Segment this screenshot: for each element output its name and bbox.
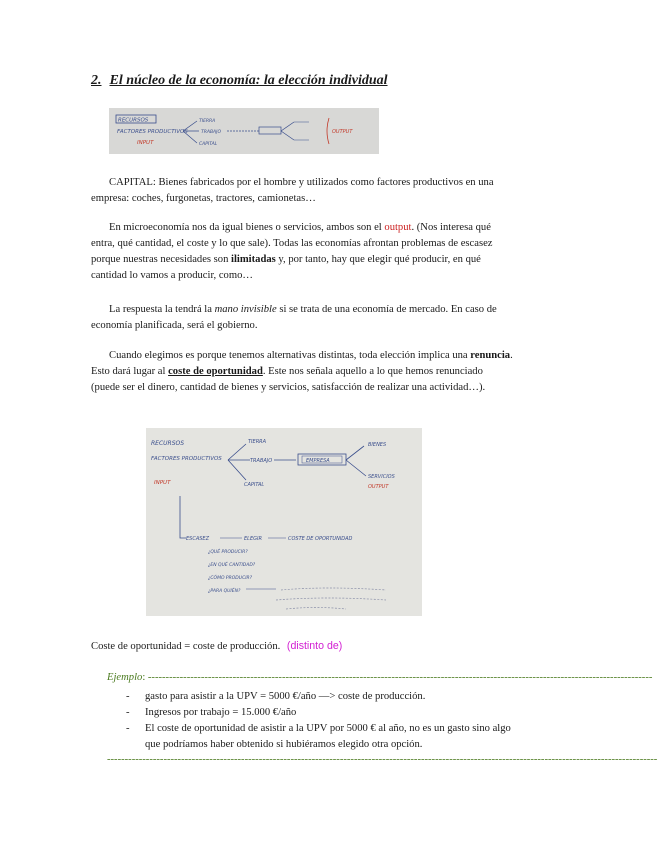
- mano-text-2: si se trata de una economía de mercado. En caso de economía planificada, será el gobierno.: [91, 304, 497, 331]
- micro-text-3: y, por tanto, hay que elegir qué producir, en qué cantidad lo vamos a producir, como…: [91, 254, 481, 281]
- diagram-large-coste-op: COSTE DE OPORTUNIDAD: [288, 536, 353, 542]
- renuncia-word: renuncia: [470, 350, 511, 361]
- mano-invisible-paragraph: [91, 302, 513, 334]
- micro-text-1: En microeconomía nos da igual bienes o servicios, ambos son el: [109, 222, 385, 233]
- ilimitadas-word: ilimitadas: [231, 254, 276, 265]
- diagram-large-q2: ¿EN QUÉ CANTIDAD?: [208, 563, 256, 568]
- diagram-large-input: INPUT: [154, 480, 171, 486]
- eleccion-paragraph: [91, 348, 513, 396]
- ejemplo-item-text: Ingresos por trabajo = 15.000 €/año: [145, 707, 297, 718]
- diagram-large-drawing: [146, 428, 422, 616]
- ejemplo-item-3: [107, 721, 527, 753]
- coste-produccion-line: [91, 638, 513, 655]
- section-title: El núcleo de la economía: la elección individual: [109, 73, 388, 88]
- ejemplo-colon: :: [142, 672, 148, 683]
- diagram-large-q4: ¿PARA QUIÉN?: [208, 589, 241, 594]
- diagram-large-recursos: RECURSOS: [151, 440, 185, 447]
- microeconomia-paragraph: [91, 220, 513, 284]
- diagram-small-trabajo: TRABAJO: [201, 130, 221, 135]
- diagram-large-trabajo: TRABAJO: [250, 458, 273, 464]
- distinto-de-note: (distinto de): [286, 640, 343, 652]
- diagram-large-tierra: TIERRA: [248, 439, 267, 445]
- ejemplo-item-2: [107, 705, 527, 721]
- diagram-large-q3: ¿CÓMO PRODUCIR?: [208, 576, 253, 581]
- ejemplo-item-text: El coste de oportunidad de asistir a la UPV por 5000 € al año, no es un gasto sino algo que podríamos haber obtenido si hubiéramos elegido otra opción.: [145, 723, 511, 750]
- ejemplo-heading: [107, 672, 653, 686]
- eleccion-text-2: . Esto dará lugar al: [91, 350, 513, 377]
- diagram-small-output: OUTPUT: [332, 129, 353, 135]
- diagram-large-escasez: ESCASEZ: [186, 536, 210, 542]
- bullet-dash: -: [126, 707, 130, 718]
- mano-text-1: La respuesta la tendrá la: [109, 304, 215, 315]
- diagram-large-q1: ¿QUÉ PRODUCIR?: [208, 550, 248, 555]
- micro-text-2: . (Nos interesa qué entra, qué cantidad, el coste y lo que sale). Todas las economías afrontan problemas de escasez porque nuestras necesidades son: [91, 222, 493, 265]
- capital-definition: [91, 175, 513, 207]
- diagram-large-output: OUTPUT: [368, 484, 389, 490]
- eleccion-text-1: Cuando elegimos es porque tenemos alternativas distintas, toda elección implica una: [109, 350, 471, 361]
- diagram-large-empresa: EMPRESA: [306, 458, 330, 464]
- ejemplo-item-text: gasto para asistir a la UPV = 5000 €/año —> coste de producción.: [145, 691, 426, 702]
- ejemplo-item-1: [107, 689, 527, 705]
- diagram-small-drawing: [109, 108, 379, 154]
- diagram-large-bienes: BIENES: [368, 442, 387, 448]
- coste-oportunidad-word: coste de oportunidad: [168, 366, 263, 377]
- mano-invisible-word: mano invisible: [214, 304, 277, 315]
- diagram-small-recursos: RECURSOS: [118, 117, 149, 124]
- ejemplo-dashes: -----------------------------------------------------------------------------------------------------------------------------------------------: [147, 672, 653, 683]
- bullet-dash: -: [126, 723, 130, 734]
- diagram-small-factores: FACTORES PRODUCTIVOS: [117, 129, 188, 135]
- diagram-small-capital: CAPITAL: [199, 142, 218, 147]
- ejemplo-label: Ejemplo: [107, 672, 143, 683]
- diagram-large-elegir: ELEGIR: [244, 536, 262, 542]
- section-heading: [91, 73, 388, 89]
- diagram-large-factores: FACTORES PRODUCTIVOS: [151, 456, 222, 462]
- diagram-small-tierra: TIERRA: [199, 119, 216, 124]
- coste-produccion-text: Coste de oportunidad = coste de producción.: [91, 641, 281, 652]
- eleccion-text-3: . Este nos señala aquello a lo que hemos renunciado (puede ser el dinero, cantidad de bienes y servicios, satisfacción de realizar una actividad…).: [91, 366, 486, 393]
- section-number: 2.: [91, 73, 102, 88]
- diagram-large-capital: CAPITAL: [244, 482, 265, 488]
- handwritten-diagram-large: [146, 428, 422, 616]
- output-word: output: [384, 222, 412, 233]
- ejemplo-end-line: ------------------------------------------------------------------------------------------------------------------------------------------------------------: [107, 754, 657, 765]
- capital-definition-text: CAPITAL: Bienes fabricados por el hombre y utilizados como factores productivos en una empresa: coches, furgonetas, tractores, camionetas…: [91, 177, 494, 204]
- bullet-dash: -: [126, 691, 130, 702]
- handwritten-diagram-small: [109, 108, 379, 154]
- diagram-small-input: INPUT: [137, 140, 154, 146]
- diagram-large-servicios: SERVICIOS: [368, 474, 395, 480]
